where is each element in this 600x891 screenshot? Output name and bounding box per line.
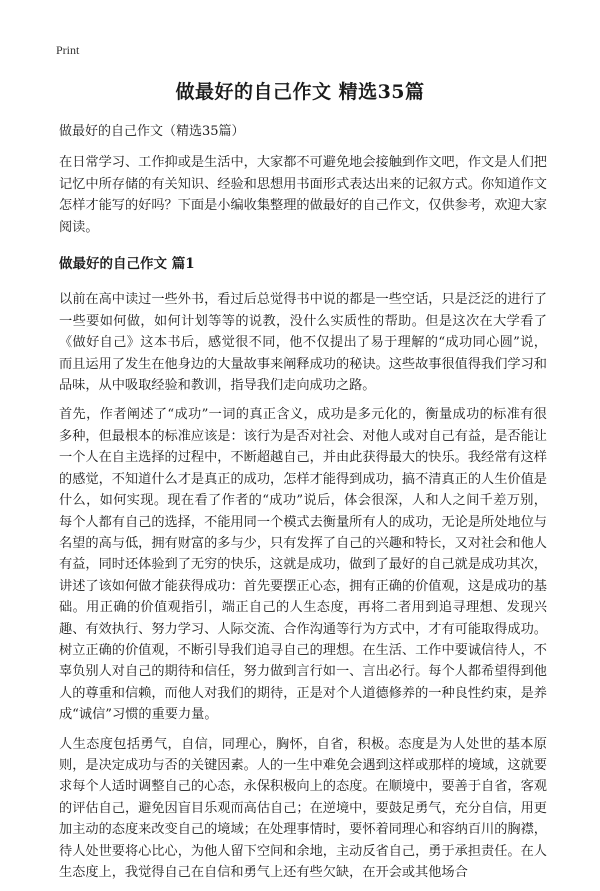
intro-paragraph: 在日常学习、工作抑或是生活中，大家都不可避免地会接触到作文吧，作文是人们把记忆中所存储的有关知识、经验和思想用书面形式表达出来的记叙方式。你知道作文怎样才能写的好吗？下面是小编收集整理的做最好的自己作文，仅供参考，欢迎大家阅读。 bbox=[59, 155, 547, 235]
document-subtitle: 做最好的自己作文（精选35篇） bbox=[59, 124, 245, 139]
print-label: Print bbox=[56, 43, 80, 57]
body-paragraph-2: 首先，作者阐述了“成功”一词的真正含义，成功是多元化的，衡量成功的标准有很多种，但最根本的标准应该是：该行为是否对社会、对他人或对自己有益，是否能让一个人在自主选择的过程中，不断超越自己，并由此获得最大的快乐。我经常有这样的感觉，不知道什么才是真正的成功，怎样才能得到成功，搞不清真正的人生价值是什么，如何实现。现在看了作者的“成功”说后，体会很深，人和人之间千差万别，每个人都有自己的选择，不能用同一个模式去衡量所有人的成功，无论是所处地位与名望的高与低，拥有财富的多与少，只有发挥了自己的兴趣和特长，又对社会和他人有益，同时还体验到了无穷的快乐，这就是成功，做到了最好的自己就是成功其次，讲述了该如何做才能获得成功：首先要摆正心态，拥有正确的价值观，这是成功的基础。用正确的价值观指引，端正自己的人生态度，再将二者用到追寻理想、发现兴趣、有效执行、努力学习、人际交流、合作沟通等行为方式中，才有可能取得成功。树立正确的价值观，不断引导我们追寻自己的理想。在生活、工作中要诚信待人，不辜负别人对自己的期待和信任，努力做到言行如一、言出必行。每个人都希望得到他人的尊重和信赖，而他人对我们的期待，正是对个人道德修养的一种良性约束，是养成“诚信”习惯的重要力量。 bbox=[59, 407, 547, 723]
document-title: 做最好的自己作文 精选35篇 bbox=[175, 81, 425, 103]
body-paragraph-1: 以前在高中读过一些外书，看过后总觉得书中说的都是一些空话，只是泛泛的进行了一些要如何做，如何计划等等的说教，没什么实质性的帮助。但是这次在大学看了《做好自己》这本书后，感觉很不同，他不仅提出了易于理解的“成功同心圆”说，而且运用了发生在他身边的大量故事来阐释成功的秘诀。这些故事很值得我们学习和品味，从中吸取经验和教训，指导我们走向成功之路。 bbox=[59, 292, 547, 394]
body-paragraph-3: 人生态度包括勇气，自信，同理心，胸怀，自省，积极。态度是为人处世的基本原则，是决定成功与否的关键因素。人的一生中难免会遇到这样或那样的境域，这就要求每个人适时调整自己的心态，永保积极向上的态度。在顺境中，要善于自省，客观的评估自己，避免因盲目乐观而高估自己；在逆境中，要鼓足勇气，充分自信，用更加主动的态度来改变自己的境域；在处理事情时，要怀着同理心和容纳百川的胸襟，待人处世要将心比心，为他人留下空间和余地，主动反省自己，勇于承担责任。在人生态度上，我觉得自己在自信和勇气上还有些欠缺，在开会或其他场合 bbox=[59, 736, 547, 880]
document-body bbox=[59, 121, 547, 891]
section-heading: 做最好的自己作文 篇1 bbox=[59, 256, 195, 273]
